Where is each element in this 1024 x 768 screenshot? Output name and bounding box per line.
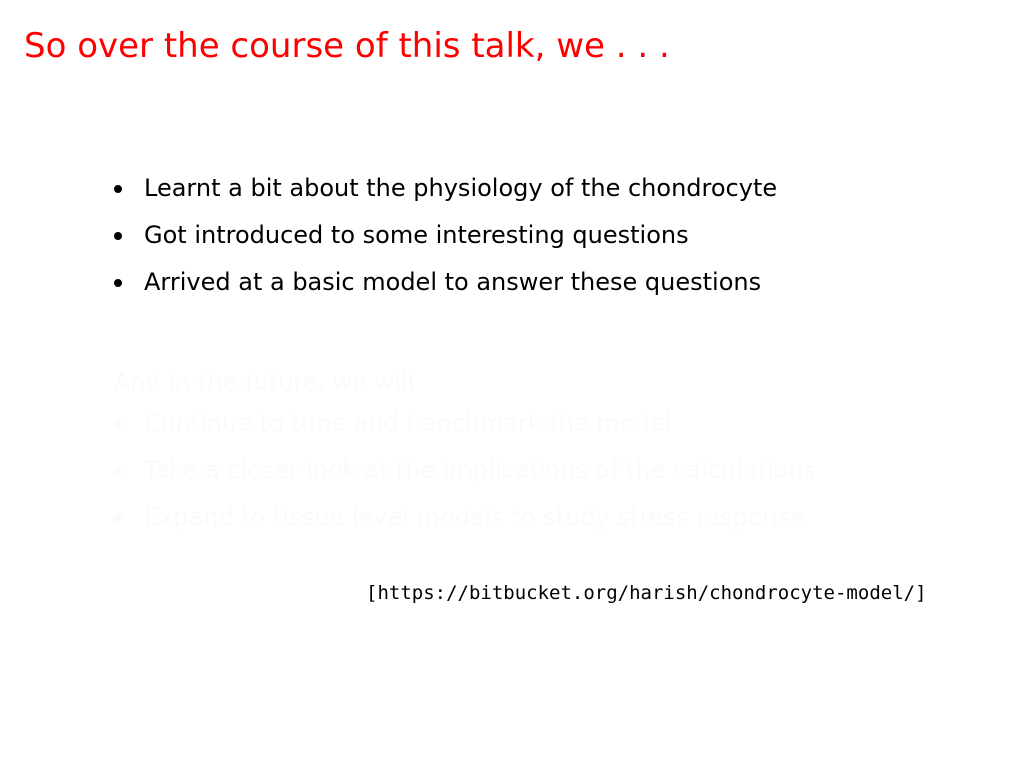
list-item-text: Take a closer look at the implications of the calculations: [144, 456, 817, 484]
list-item: [112, 212, 777, 259]
list-item: [112, 400, 816, 447]
future-heading: And in the future, we will: [114, 368, 415, 396]
bullet-icon: [114, 185, 122, 193]
list-item-text: Continue to tune and benchmark the model: [144, 409, 672, 437]
list-item-text: Learnt a bit about the physiology of the chondrocyte: [144, 174, 778, 202]
list-item: [112, 165, 777, 212]
bullet-icon: [114, 514, 122, 522]
slide-title: So over the course of this talk, we . . .: [24, 26, 670, 66]
list-item: [112, 494, 816, 541]
future-list: [112, 400, 816, 541]
bullet-icon: [114, 420, 122, 428]
bullet-icon: [114, 232, 122, 240]
list-item-text: Expand to tissue level models to study stress response: [144, 503, 805, 531]
list-item: [112, 447, 816, 494]
bullet-icon: [114, 467, 122, 475]
repository-link[interactable]: [https://bitbucket.org/harish/chondrocyte-model/]: [366, 582, 927, 604]
bullet-icon: [114, 279, 122, 287]
recap-list: [112, 165, 777, 306]
list-item-text: Got introduced to some interesting questions: [144, 221, 689, 249]
list-item-text: Arrived at a basic model to answer these questions: [144, 268, 762, 296]
list-item: [112, 259, 777, 306]
